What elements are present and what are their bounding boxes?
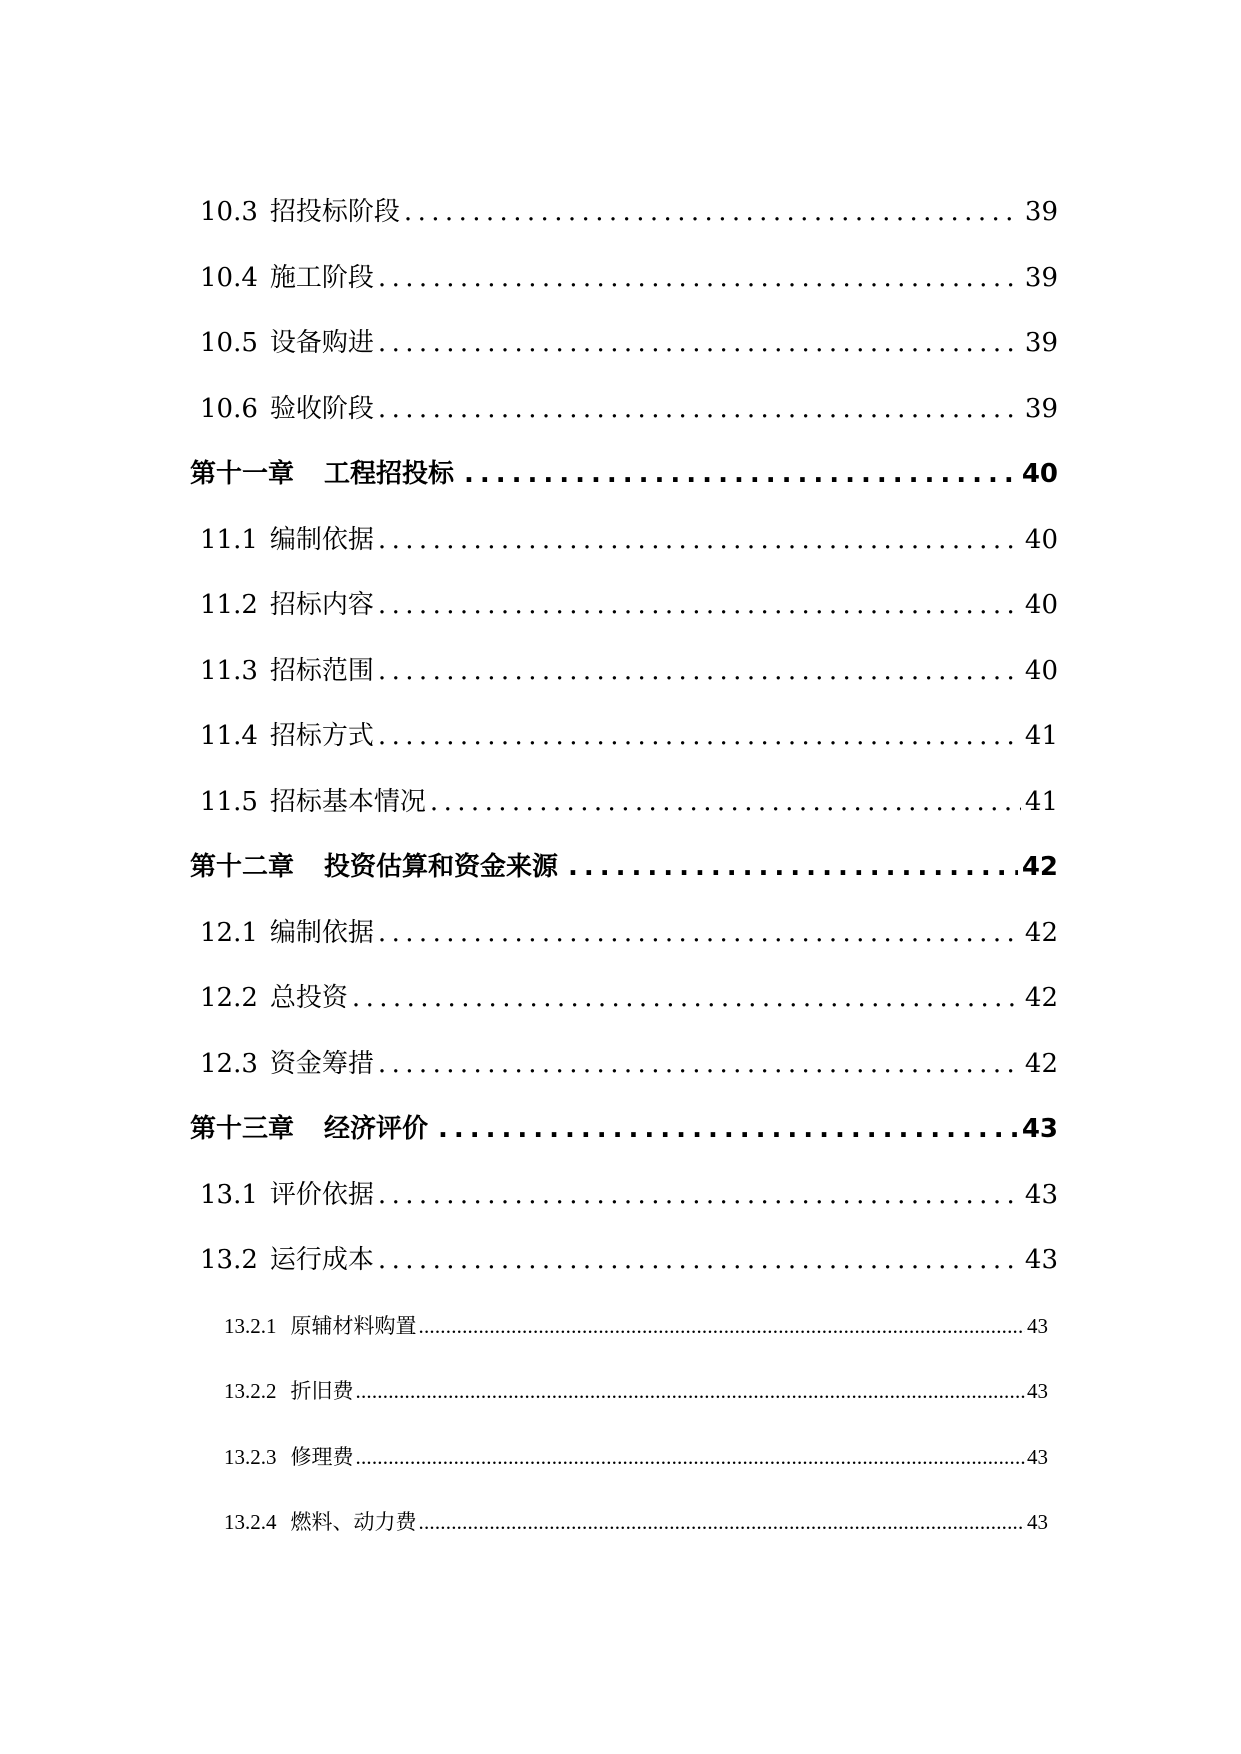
toc-subsection-entry[interactable] — [190, 1359, 1048, 1425]
table-of-contents — [190, 180, 1058, 1556]
toc-entry-number: 第十一章 — [190, 459, 295, 489]
toc-entry-number: 10.4 — [200, 262, 258, 293]
toc-section-entry[interactable] — [190, 901, 1058, 967]
toc-entry-number: 13.2 — [200, 1245, 258, 1275]
toc-entry-number: 11.4 — [200, 721, 258, 751]
toc-dot-leader — [378, 704, 1021, 770]
toc-page-number: 43 — [1027, 1510, 1048, 1534]
toc-entry-number: 11.3 — [200, 655, 258, 686]
toc-page-number: 43 — [1024, 1179, 1058, 1210]
toc-page-number: 39 — [1024, 328, 1058, 358]
toc-entry-number: 11.2 — [200, 590, 258, 620]
toc-section-entry[interactable] — [190, 311, 1058, 377]
toc-section-entry[interactable] — [190, 573, 1058, 639]
toc-page-number: 42 — [1024, 917, 1058, 948]
toc-entry-number: 11.5 — [200, 786, 258, 817]
toc-entry-title: 编制依据 — [269, 917, 374, 948]
toc-entry-title: 设备购进 — [269, 328, 374, 358]
toc-entry-number: 13.2.1 — [224, 1313, 277, 1338]
toc-entry-title: 修理费 — [290, 1444, 354, 1469]
toc-dot-leader — [464, 442, 1018, 508]
toc-page-number: 40 — [1024, 590, 1058, 620]
toc-dot-leader — [356, 1359, 1026, 1425]
toc-page-number: 39 — [1024, 262, 1058, 293]
toc-dot-leader — [378, 1032, 1021, 1098]
toc-page-number: 43 — [1027, 1444, 1048, 1469]
toc-entry-number: 13.2.3 — [224, 1444, 277, 1469]
toc-entry-title: 原辅材料购置 — [290, 1313, 417, 1338]
toc-section-entry[interactable] — [190, 639, 1058, 705]
toc-entry-title: 评价依据 — [269, 1179, 374, 1210]
toc-dot-leader — [356, 1425, 1026, 1491]
toc-dot-leader — [378, 311, 1021, 377]
toc-page-number: 41 — [1024, 721, 1058, 751]
toc-chapter-entry[interactable] — [190, 1097, 1058, 1163]
toc-entry-title: 工程招投标 — [324, 459, 455, 489]
toc-page-number: 42 — [1024, 983, 1058, 1013]
toc-page-number: 40 — [1024, 655, 1058, 686]
toc-section-entry[interactable] — [190, 246, 1058, 312]
toc-dot-leader — [438, 1097, 1018, 1163]
toc-entry-title: 经济评价 — [324, 1114, 429, 1144]
toc-section-entry[interactable] — [190, 508, 1058, 574]
toc-section-entry[interactable] — [190, 704, 1058, 770]
toc-dot-leader — [378, 377, 1021, 443]
toc-dot-leader — [378, 508, 1021, 574]
toc-entry-title: 投资估算和资金来源 — [324, 852, 559, 882]
toc-dot-leader — [378, 573, 1021, 639]
toc-entry-title: 招标方式 — [269, 721, 374, 751]
toc-page-number: 40 — [1021, 459, 1058, 489]
toc-page-number: 39 — [1024, 393, 1058, 424]
toc-entry-number: 10.3 — [200, 197, 258, 227]
toc-entry-title: 招标内容 — [269, 590, 374, 620]
toc-dot-leader — [430, 770, 1021, 836]
toc-entry-title: 施工阶段 — [269, 262, 374, 293]
toc-entry-title: 资金筹措 — [269, 1048, 374, 1079]
toc-dot-leader — [378, 639, 1021, 705]
toc-entry-number: 13.2.4 — [224, 1510, 277, 1534]
toc-section-entry[interactable] — [190, 1032, 1058, 1098]
toc-dot-leader — [378, 1163, 1021, 1229]
toc-entry-number: 第十二章 — [190, 852, 295, 882]
toc-page-number: 40 — [1024, 524, 1058, 555]
toc-entry-number: 11.1 — [200, 524, 258, 555]
toc-dot-leader — [378, 901, 1021, 967]
toc-page-number: 43 — [1027, 1379, 1048, 1403]
toc-entry-title: 编制依据 — [269, 524, 374, 555]
toc-entry-number: 12.2 — [200, 983, 258, 1013]
toc-entry-number: 13.2.2 — [224, 1379, 277, 1403]
toc-entry-title: 招标基本情况 — [269, 786, 426, 817]
toc-dot-leader — [352, 966, 1021, 1032]
toc-entry-title: 验收阶段 — [269, 393, 374, 424]
toc-dot-leader — [378, 246, 1021, 312]
toc-dot-leader — [419, 1490, 1026, 1556]
toc-entry-number: 12.1 — [200, 917, 258, 948]
toc-section-entry[interactable] — [190, 770, 1058, 836]
toc-entry-title: 燃料、动力费 — [290, 1510, 417, 1534]
toc-section-entry[interactable] — [190, 1163, 1058, 1229]
toc-entry-number: 10.5 — [200, 328, 258, 358]
toc-section-entry[interactable] — [190, 1228, 1058, 1294]
toc-section-entry[interactable] — [190, 966, 1058, 1032]
toc-page-number: 43 — [1024, 1245, 1058, 1275]
toc-entry-title: 总投资 — [269, 983, 348, 1013]
toc-section-entry[interactable] — [190, 180, 1058, 246]
toc-subsection-entry[interactable] — [190, 1425, 1048, 1491]
toc-entry-number: 第十三章 — [190, 1114, 295, 1144]
toc-page-number: 42 — [1024, 1048, 1058, 1079]
toc-page-number: 41 — [1024, 786, 1058, 817]
toc-subsection-entry[interactable] — [190, 1490, 1048, 1556]
toc-entry-title: 招投标阶段 — [269, 197, 400, 227]
toc-entry-number: 10.6 — [200, 393, 258, 424]
toc-page-number: 43 — [1027, 1313, 1048, 1338]
toc-chapter-entry[interactable] — [190, 442, 1058, 508]
toc-entry-title: 折旧费 — [290, 1379, 354, 1403]
toc-entry-number: 12.3 — [200, 1048, 258, 1079]
toc-entry-title: 运行成本 — [269, 1245, 374, 1275]
toc-entry-title: 招标范围 — [269, 655, 374, 686]
toc-page-number: 43 — [1021, 1114, 1058, 1144]
toc-entry-number: 13.1 — [200, 1179, 258, 1210]
toc-dot-leader — [404, 180, 1021, 246]
toc-section-entry[interactable] — [190, 377, 1058, 443]
toc-page-number: 39 — [1024, 197, 1058, 227]
toc-dot-leader — [378, 1228, 1021, 1294]
toc-subsection-entry[interactable] — [190, 1294, 1048, 1360]
toc-chapter-entry[interactable] — [190, 835, 1058, 901]
toc-dot-leader — [419, 1294, 1026, 1360]
toc-dot-leader — [568, 835, 1018, 901]
toc-page-number: 42 — [1021, 852, 1058, 882]
